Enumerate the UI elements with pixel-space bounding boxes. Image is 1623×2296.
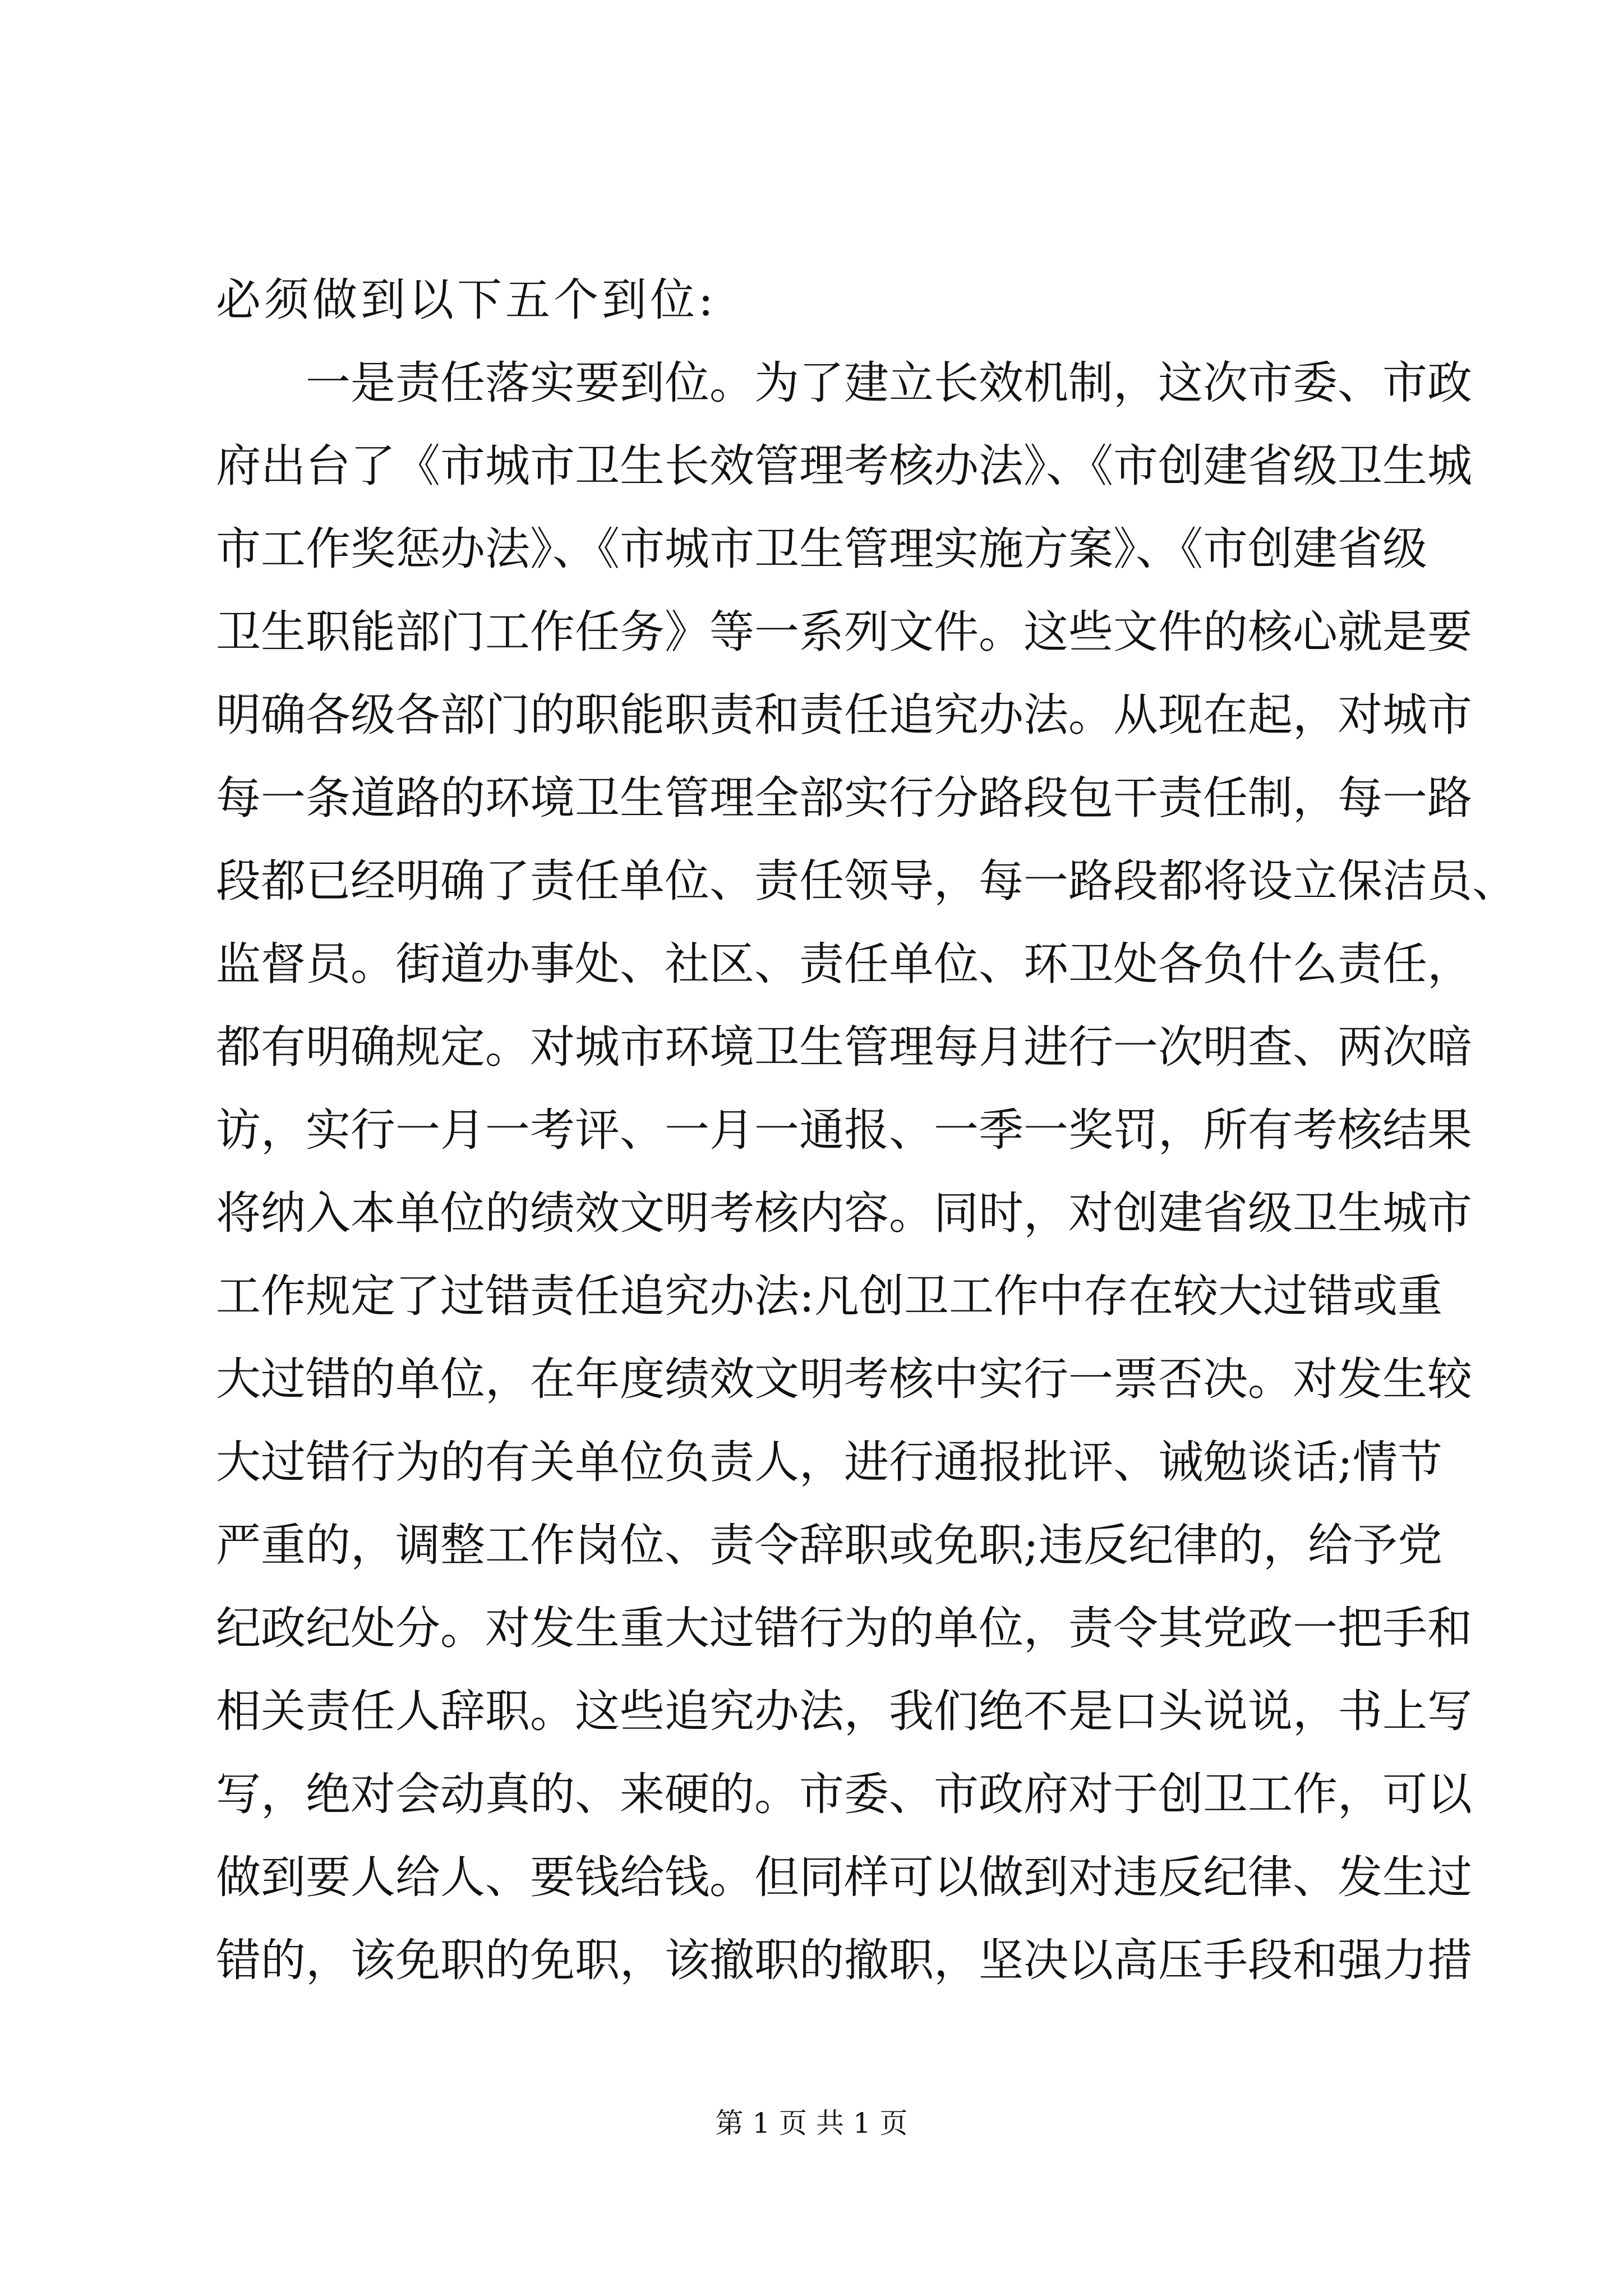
text-line-8: 段都已经明确了责任单位、责任领导，每一路段都将设立保洁员、 xyxy=(216,855,1517,907)
text-line-17: 纪政纪处分。对发生重大过错行为的单位，责令其党政一把手和 xyxy=(216,1602,1472,1654)
document-body xyxy=(216,259,1517,2002)
text-line-12: 将纳入本单位的绩效文明考核内容。同时，对创建省级卫生城市 xyxy=(216,1187,1472,1239)
text-line-3: 府出台了《市城市卫生长效管理考核办法》、《市创建省级卫生城 xyxy=(216,440,1472,492)
text-line-19: 写，绝对会动真的、来硬的。市委、市政府对于创卫工作，可以 xyxy=(216,1768,1472,1820)
text-line-20: 做到要人给人、要钱给钱。但同样可以做到对违反纪律、发生过 xyxy=(216,1851,1472,1903)
text-line-6: 明确各级各部门的职能职责和责任追究办法。从现在起，对城市 xyxy=(216,689,1472,741)
text-line-13: 工作规定了过错责任追究办法:凡创卫工作中存在较大过错或重 xyxy=(216,1270,1442,1322)
text-line-5: 卫生职能部门工作任务》等一系列文件。这些文件的核心就是要 xyxy=(216,606,1472,658)
text-line-14: 大过错的单位，在年度绩效文明考核中实行一票否决。对发生较 xyxy=(216,1353,1472,1405)
text-line-2: 一是责任落实要到位。为了建立长效机制，这次市委、市政 xyxy=(306,357,1472,409)
text-line-7: 每一条道路的环境卫生管理全部实行分路段包干责任制，每一路 xyxy=(216,772,1472,824)
text-line-4: 市工作奖惩办法》、《市城市卫生管理实施方案》、《市创建省级 xyxy=(216,523,1427,575)
text-line-21: 错的，该免职的免职，该撤职的撤职，坚决以高压手段和强力措 xyxy=(216,1934,1472,1986)
text-line-18: 相关责任人辞职。这些追究办法，我们绝不是口头说说，书上写 xyxy=(216,1685,1472,1737)
text-line-16: 严重的，调整工作岗位、责令辞职或免职;违反纪律的，给予党 xyxy=(216,1519,1442,1571)
text-line-1: 必须做到以下五个到位: xyxy=(216,274,717,326)
text-line-10: 都有明确规定。对城市环境卫生管理每月进行一次明查、两次暗 xyxy=(216,1021,1472,1073)
text-line-11: 访，实行一月一考评、一月一通报、一季一奖罚，所有考核结果 xyxy=(216,1104,1472,1156)
text-line-15: 大过错行为的有关单位负责人，进行通报批评、诫勉谈话;情节 xyxy=(216,1436,1442,1488)
text-line-9: 监督员。街道办事处、社区、责任单位、环卫处各负什么责任， xyxy=(216,938,1472,990)
page-footer: 第 1 页 共 1 页 xyxy=(715,2107,908,2139)
